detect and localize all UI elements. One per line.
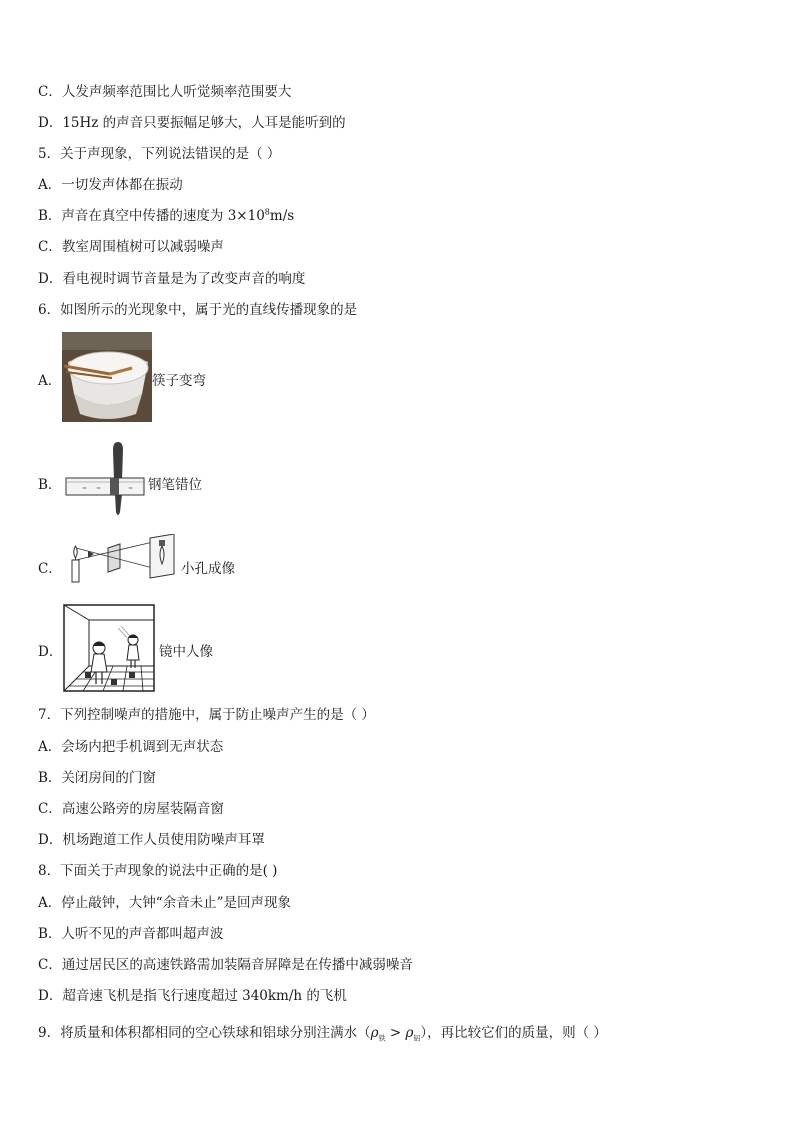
option-q8-a: A．停止敲钟，大钟“余音未止”是回声现象 xyxy=(38,895,292,911)
rho-iron-subscript: 铁 xyxy=(378,1034,386,1043)
rho-symbol-2: ρ xyxy=(405,1025,414,1041)
bent-chopsticks-image xyxy=(62,332,152,422)
option-q8-c: C．通过居民区的高速铁路需加装隔音屏障是在传播中减弱噪音 xyxy=(38,957,413,973)
option-q6-a-caption: 筷子变弯 xyxy=(152,373,206,389)
option-q5-a: A．一切发声体都在振动 xyxy=(38,177,183,193)
question-7: 7．下列控制噪声的措施中，属于防止噪声产生的是（ ） xyxy=(38,707,375,723)
q5b-text: B．声音在真空中传播的速度为 3×10 xyxy=(38,208,265,224)
option-q6-a-label: A． xyxy=(38,373,62,389)
svg-text:≈: ≈ xyxy=(96,485,102,492)
question-8: 8．下面关于声现象的说法中正确的是( ) xyxy=(38,863,278,879)
question-6: 6．如图所示的光现象中，属于光的直线传播现象的是 xyxy=(38,302,358,318)
svg-text:≈: ≈ xyxy=(82,485,88,492)
option-q4-c: C．人发声频率范围比人听觉频率范围要大 xyxy=(38,84,292,100)
option-q5-d: D．看电视时调节音量是为了改变声音的响度 xyxy=(38,271,306,287)
option-q6-d-caption: 镜中人像 xyxy=(159,644,213,660)
option-q5-c: C．教室周围植树可以减弱噪声 xyxy=(38,239,224,255)
option-q8-b: B．人听不见的声音都叫超声波 xyxy=(38,926,224,942)
option-q5-b xyxy=(38,207,294,225)
mirror-image-figure xyxy=(63,604,155,692)
option-q6-b-caption: 钢笔错位 xyxy=(148,477,202,493)
option-q8-d: D．超音速飞机是指飞行速度超过 340km/h 的飞机 xyxy=(38,988,347,1004)
q9-text: 9．将质量和体积都相同的空心铁球和铝球分别注满水（ xyxy=(38,1025,371,1041)
rho-aluminum-subscript: 铝 xyxy=(413,1034,421,1043)
q9-text-end: ），再比较它们的质量，则（ ） xyxy=(420,1025,607,1041)
option-q4-d: D．15Hz 的声音只要振幅足够大，人耳是能听到的 xyxy=(38,115,346,131)
option-q6-c-caption: 小孔成像 xyxy=(181,561,235,577)
question-9 xyxy=(38,1024,607,1042)
pinhole-imaging-diagram xyxy=(66,534,178,586)
svg-text:≈: ≈ xyxy=(128,485,134,492)
greater-than: > xyxy=(385,1025,406,1041)
option-q6-b-label: B． xyxy=(38,477,62,493)
option-q6-c-label: C． xyxy=(38,561,62,577)
option-q7-c: C．高速公路旁的房屋装隔音窗 xyxy=(38,801,224,817)
q5b-exponent: 8 xyxy=(264,207,270,217)
option-q7-d: D．机场跑道工作人员使用防噪声耳罩 xyxy=(38,832,265,848)
question-5: 5．关于声现象，下列说法错误的是（ ） xyxy=(38,146,281,162)
option-q7-a: A．会场内把手机调到无声状态 xyxy=(38,739,224,755)
q5b-unit: m/s xyxy=(269,208,295,224)
pen-misalignment-image xyxy=(62,440,146,520)
option-q6-d-label: D． xyxy=(38,644,63,660)
rho-symbol: ρ xyxy=(370,1025,379,1041)
option-q7-b: B．关闭房间的门窗 xyxy=(38,770,156,786)
